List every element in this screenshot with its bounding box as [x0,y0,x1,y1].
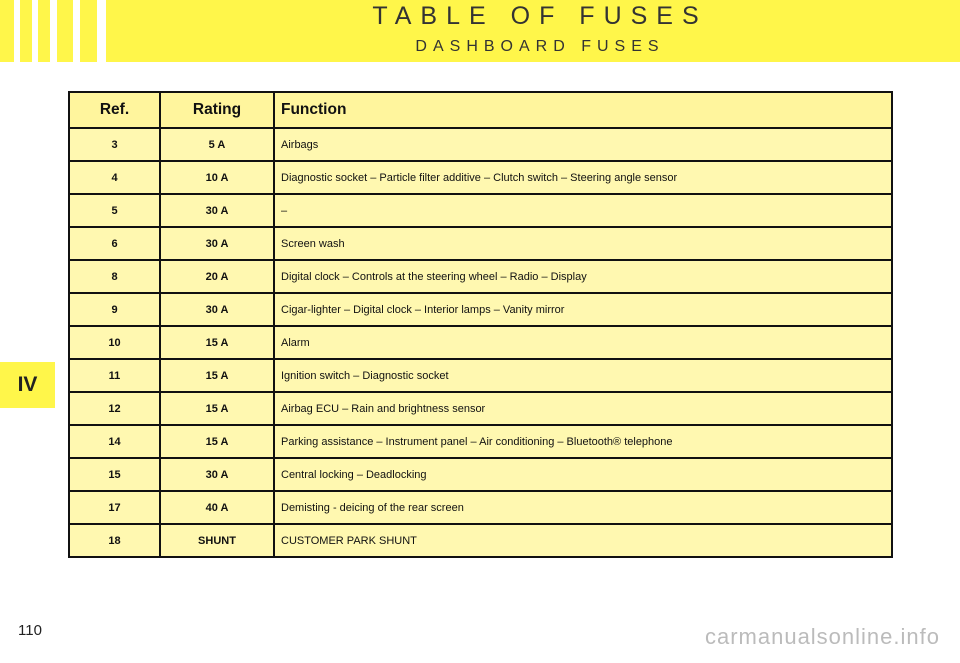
header-stripe [97,0,106,62]
fuse-rating-cell: 20 A [160,260,274,293]
fuse-ref-cell: 8 [69,260,160,293]
column-header-function: Function [274,92,892,128]
fuse-function-cell: CUSTOMER PARK SHUNT [274,524,892,557]
fuse-function-cell: Digital clock – Controls at the steering wheel – Radio – Display [274,260,892,293]
fuse-ref-cell: 3 [69,128,160,161]
table-row [69,458,892,491]
fuse-function-cell: Airbags [274,128,892,161]
fuse-rating-cell: 30 A [160,458,274,491]
fuse-rating-cell: SHUNT [160,524,274,557]
fuse-function-cell: – [274,194,892,227]
fuse-ref-cell: 11 [69,359,160,392]
page-title: TABLE OF FUSES [372,2,708,30]
header-stripe [50,0,57,62]
fuse-rating-cell: 40 A [160,491,274,524]
column-header-rating: Rating [160,92,274,128]
fuse-ref-cell: 18 [69,524,160,557]
fuse-function-cell: Ignition switch – Diagnostic socket [274,359,892,392]
fuse-ref-cell: 4 [69,161,160,194]
header-stripe [32,0,38,62]
table-header-row [69,92,892,128]
column-header-ref: Ref. [69,92,160,128]
fuse-function-cell: Airbag ECU – Rain and brightness sensor [274,392,892,425]
table-row [69,293,892,326]
fuse-rating-cell: 30 A [160,194,274,227]
page-number: 110 [18,622,42,639]
table-row [69,359,892,392]
table-row [69,260,892,293]
table-row [69,128,892,161]
fuse-ref-cell: 14 [69,425,160,458]
fuse-function-cell: Diagnostic socket – Particle filter additive – Clutch switch – Steering angle sensor [274,161,892,194]
table-row [69,194,892,227]
table-row [69,392,892,425]
fuse-function-cell: Central locking – Deadlocking [274,458,892,491]
table-row [69,491,892,524]
fuse-function-cell: Cigar-lighter – Digital clock – Interior lamps – Vanity mirror [274,293,892,326]
fuse-ref-cell: 10 [69,326,160,359]
fuse-ref-cell: 9 [69,293,160,326]
chapter-tab: IV [0,362,55,408]
table-row [69,227,892,260]
page-subtitle: DASHBOARD FUSES [415,38,665,55]
fuse-rating-cell: 15 A [160,359,274,392]
table-row [69,425,892,458]
watermark: carmanualsonline.info [704,624,940,649]
header-stripe [73,0,80,62]
page-header [0,0,960,62]
fuse-rating-cell: 30 A [160,227,274,260]
header-stripe [14,0,20,62]
table-row [69,161,892,194]
fuse-rating-cell: 15 A [160,326,274,359]
fuse-ref-cell: 17 [69,491,160,524]
fuse-table [68,91,893,558]
fuse-function-cell: Screen wash [274,227,892,260]
fuse-rating-cell: 30 A [160,293,274,326]
fuse-rating-cell: 15 A [160,425,274,458]
fuse-function-cell: Demisting - deicing of the rear screen [274,491,892,524]
fuse-rating-cell: 15 A [160,392,274,425]
fuse-ref-cell: 12 [69,392,160,425]
fuse-function-cell: Parking assistance – Instrument panel – Air conditioning – Bluetooth® telephone [274,425,892,458]
table-row [69,524,892,557]
table-row [69,326,892,359]
fuse-ref-cell: 5 [69,194,160,227]
fuse-ref-cell: 15 [69,458,160,491]
fuse-rating-cell: 10 A [160,161,274,194]
fuse-ref-cell: 6 [69,227,160,260]
fuse-function-cell: Alarm [274,326,892,359]
fuse-rating-cell: 5 A [160,128,274,161]
fuse-table-body [69,128,892,557]
